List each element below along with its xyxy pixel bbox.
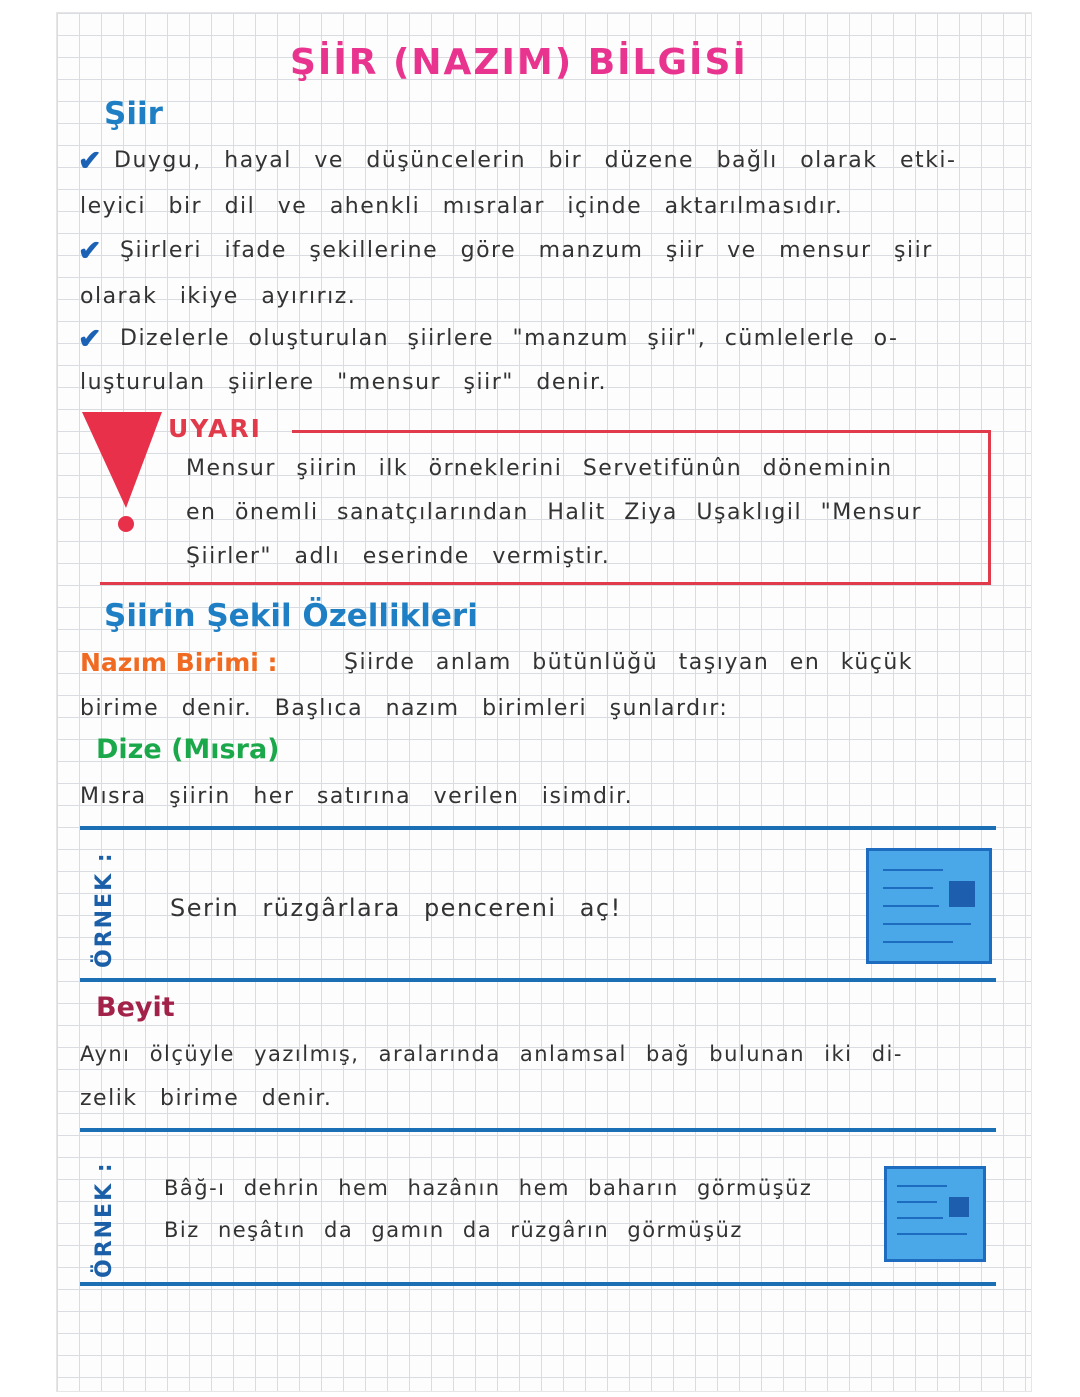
body-line: olarak ikiye ayırırız. [80, 284, 357, 309]
divider-line [80, 826, 996, 830]
body-line: Duygu, hayal ve düşüncelerin bir düzene bağlı olarak etki- [114, 148, 957, 173]
note-card-icon [866, 848, 992, 964]
warning-line: Şiirler" adlı eserinde vermiştir. [186, 544, 611, 569]
divider-line [80, 1128, 996, 1132]
body-line: leyici bir dil ve ahenkli mısralar içinde aktarılmasıdır. [80, 194, 844, 219]
warning-line: Mensur şiirin ilk örneklerini Servetifünûn döneminin [186, 456, 893, 481]
nazim-birimi-label: Nazım Birimi : [80, 648, 278, 677]
note-card-icon [884, 1166, 986, 1262]
body-line: Dizelerle oluşturulan şiirlere "manzum şiir", cümlelerle o- [120, 326, 899, 351]
check-icon: ✔ [78, 236, 102, 267]
divider-line [80, 978, 996, 982]
body-line: luşturulan şiirlere "mensur şiir" denir. [80, 370, 607, 395]
check-icon: ✔ [78, 146, 102, 177]
check-icon: ✔ [78, 324, 102, 355]
example-label: ÖRNEK : [92, 851, 117, 968]
heading-siir: Şiir [104, 96, 163, 132]
beyit-heading: Beyit [96, 992, 175, 1023]
example-text: Serin rüzgârlara pencereni aç! [170, 894, 622, 922]
heading-sekil-ozellikleri: Şiirin Şekil Özellikleri [104, 598, 478, 634]
example-line: Bâğ-ı dehrin hem hazânın hem baharın görmüşüz [164, 1176, 813, 1200]
example-line: Biz neşâtın da gamın da rüzgârın görmüşüz [164, 1218, 743, 1242]
warning-line: en önemli sanatçılarından Halit Ziya Uşaklıgil "Mensur [186, 500, 923, 525]
divider-line [80, 1282, 996, 1286]
body-line: Şiirleri ifade şekillerine göre manzum şiir ve mensur şiir [120, 238, 933, 263]
body-line: zelik birime denir. [80, 1086, 333, 1111]
body-line: Aynı ölçüyle yazılmış, aralarında anlamsal bağ bulunan iki di- [80, 1042, 903, 1066]
warning-label: UYARI [168, 414, 262, 443]
body-line: Şiirde anlam bütünlüğü taşıyan en küçük [344, 650, 914, 675]
body-line: Mısra şiirin her satırına verilen isimdir. [80, 784, 634, 809]
example-label: ÖRNEK : [92, 1161, 117, 1278]
dize-heading: Dize (Mısra) [96, 734, 280, 765]
page-title: ŞİİR (NAZIM) BİLGİSİ [290, 42, 748, 83]
body-line: birime denir. Başlıca nazım birimleri şunlardır: [80, 696, 729, 721]
